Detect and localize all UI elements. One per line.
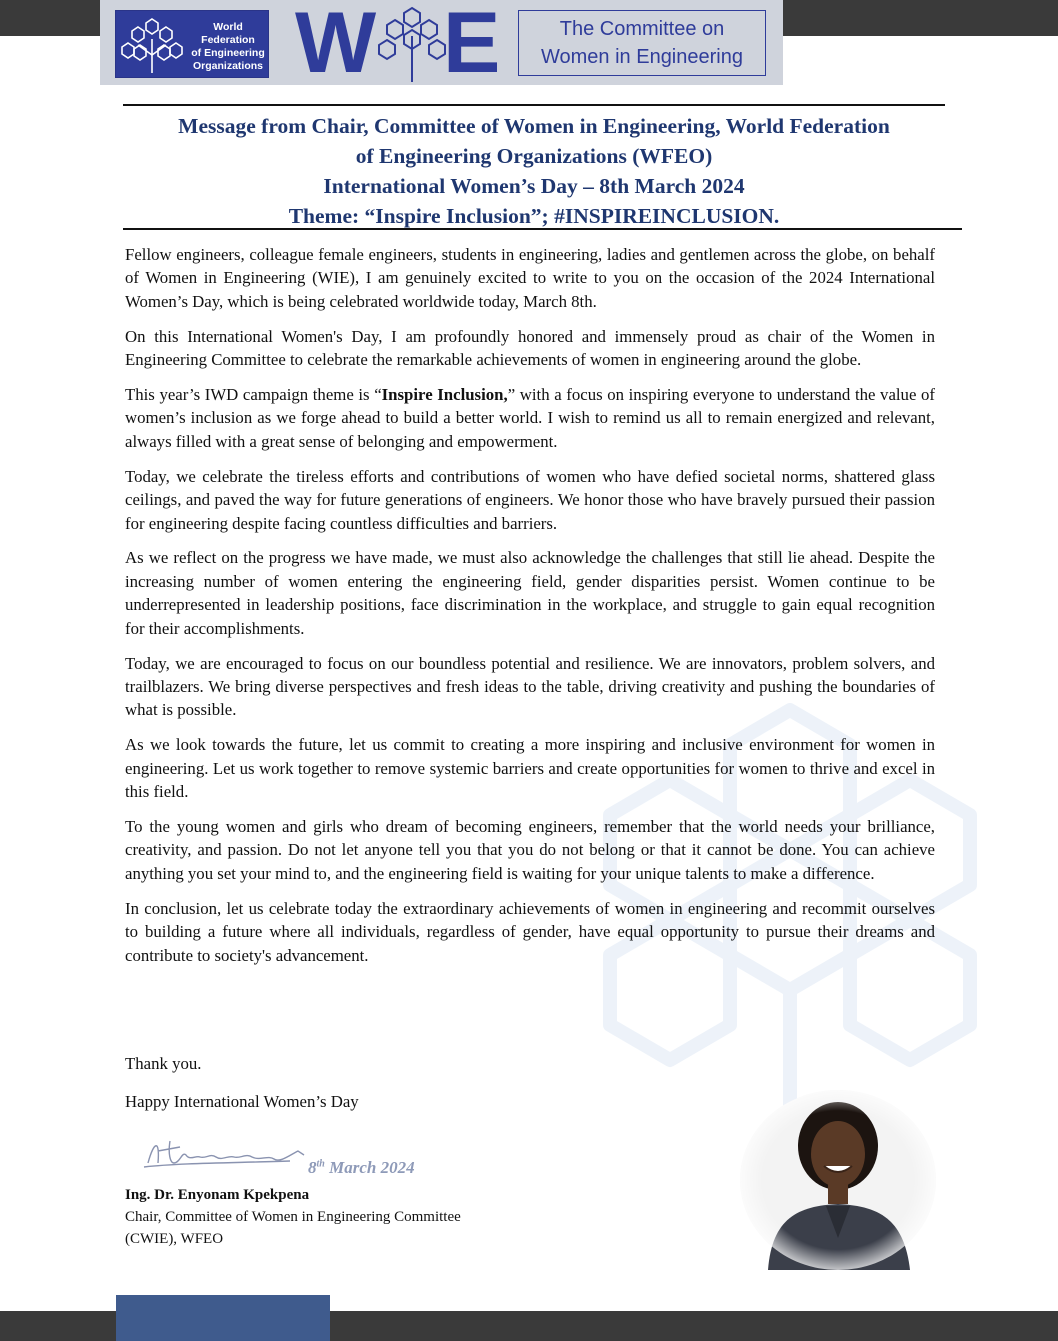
paragraph-2: On this International Women's Day, I am profoundly honored and immensely proud as chair of the Women in Engineering Committee to celebrate the remarkable achievements of women in engineering around the globe. bbox=[125, 326, 935, 370]
paragraph-7: As we look towards the future, let us commit to creating a more inspiring and inclusive environment for women in engineering. Let us work together to remove systemic barriers and create opportunities for women to thrive and excel in this field. bbox=[125, 735, 935, 802]
paragraph-1: Fellow engineers, colleague female engineers, students in engineering, ladies and gentlemen across the globe, on behalf of Women in Engineering (WIE), I am genuinely excited to write to you on the occasion of the 2024 International Women’s Day, which is being celebrated worldwide today, March 8th. bbox=[125, 245, 935, 311]
committee-name-box: The Committee on Women in Engineering bbox=[518, 10, 766, 76]
paragraph-9: In conclusion, let us celebrate today the extraordinary achievements of women in engineering and recommit ourselves to building a future where all individuals, regardless of gender, have equal opportunity to pursue their dreams and contribute to society's advancement. bbox=[125, 898, 935, 965]
paragraph-3-lead: This year’s IWD campaign theme is “ bbox=[125, 385, 382, 405]
handwritten-signature bbox=[140, 1133, 320, 1178]
title-line-1: Message from Chair, Committee of Women in Engineering, World Federation bbox=[178, 114, 890, 138]
wfeo-name: World Federation of Engineering Organizations bbox=[191, 21, 265, 72]
tree-network-icon bbox=[120, 15, 184, 73]
title-rule-bottom bbox=[123, 228, 962, 230]
date-rest: March 2024 bbox=[324, 1158, 415, 1177]
signatory-org: (CWIE), WFEO bbox=[125, 1231, 224, 1247]
letter-body bbox=[125, 243, 935, 978]
signature-block bbox=[125, 1184, 461, 1250]
wie-logo bbox=[295, 0, 505, 91]
wie-letter-e: E bbox=[443, 0, 501, 91]
paragraph-4: Today, we celebrate the tireless efforts and contributions of women who have defied societal norms, shattered glass ceilings, and paved the way for future generations of engineers. We honor those who have bravely pursued their passion for engineering despite facing countless difficulties and barriers. bbox=[125, 466, 935, 533]
title-line-2: of Engineering Organizations (WFEO) bbox=[355, 144, 713, 168]
wfeo-logo bbox=[115, 10, 269, 78]
closing-thanks: Thank you. bbox=[125, 1054, 202, 1073]
date-day: 8 bbox=[308, 1158, 317, 1177]
wie-letter-w: W bbox=[295, 0, 377, 91]
signatory-name: Ing. Dr. Enyonam Kpekpena bbox=[125, 1187, 310, 1203]
closing-greeting: Happy International Women’s Day bbox=[125, 1092, 359, 1111]
signatory-role: Chair, Committee of Women in Engineering Committee bbox=[125, 1209, 461, 1225]
header-banner bbox=[100, 0, 783, 91]
title-line-3: International Women’s Day – 8th March 2024 bbox=[323, 174, 745, 198]
paragraph-3-rest: ” with a focus on inspiring everyone to understand the value of women’s inclusion as we forge ahead to build a better world. I wish to remind us all to remain energized and relevant, always filled with a great sense of belonging and empowerment. bbox=[125, 385, 935, 451]
signature-date bbox=[308, 1158, 415, 1178]
title-line-4: Theme: “Inspire Inclusion”; #INSPIREINCLUSION. bbox=[288, 204, 780, 228]
footer-accent-block bbox=[116, 1295, 330, 1341]
paragraph-6: Today, we are encouraged to focus on our boundless potential and resilience. We are innovators, problem solvers, and trailblazers. We bring diverse perspectives and fresh ideas to the table, driving creativity and pushing the boundaries of what is possible. bbox=[125, 653, 935, 720]
title-rule-top bbox=[123, 104, 945, 106]
paragraph-5: As we reflect on the progress we have made, we must also acknowledge the challenges that still lie ahead. Despite the increasing number of women entering the engineering field, gender disparities persist. Women continue to be underrepresented in leadership positions, face discrimination in the workplace, and struggle to gain equal recognition for their accomplishments. bbox=[125, 548, 935, 638]
paragraph-3 bbox=[125, 383, 935, 453]
theme-highlight: Inspire Inclusion, bbox=[381, 385, 508, 405]
hexagon-tree-icon bbox=[377, 6, 447, 82]
chair-portrait-photo bbox=[738, 1088, 938, 1270]
document-title bbox=[110, 111, 958, 231]
date-suffix: th bbox=[316, 1158, 325, 1170]
paragraph-8: To the young women and girls who dream of becoming engineers, remember that the world needs your brilliance, creativity, and passion. Do not let anyone tell you that you do not belong or that it cannot be done. You can achieve anything you set your mind to, and the engineering field is waiting for your unique talents to make a difference. bbox=[125, 817, 935, 883]
